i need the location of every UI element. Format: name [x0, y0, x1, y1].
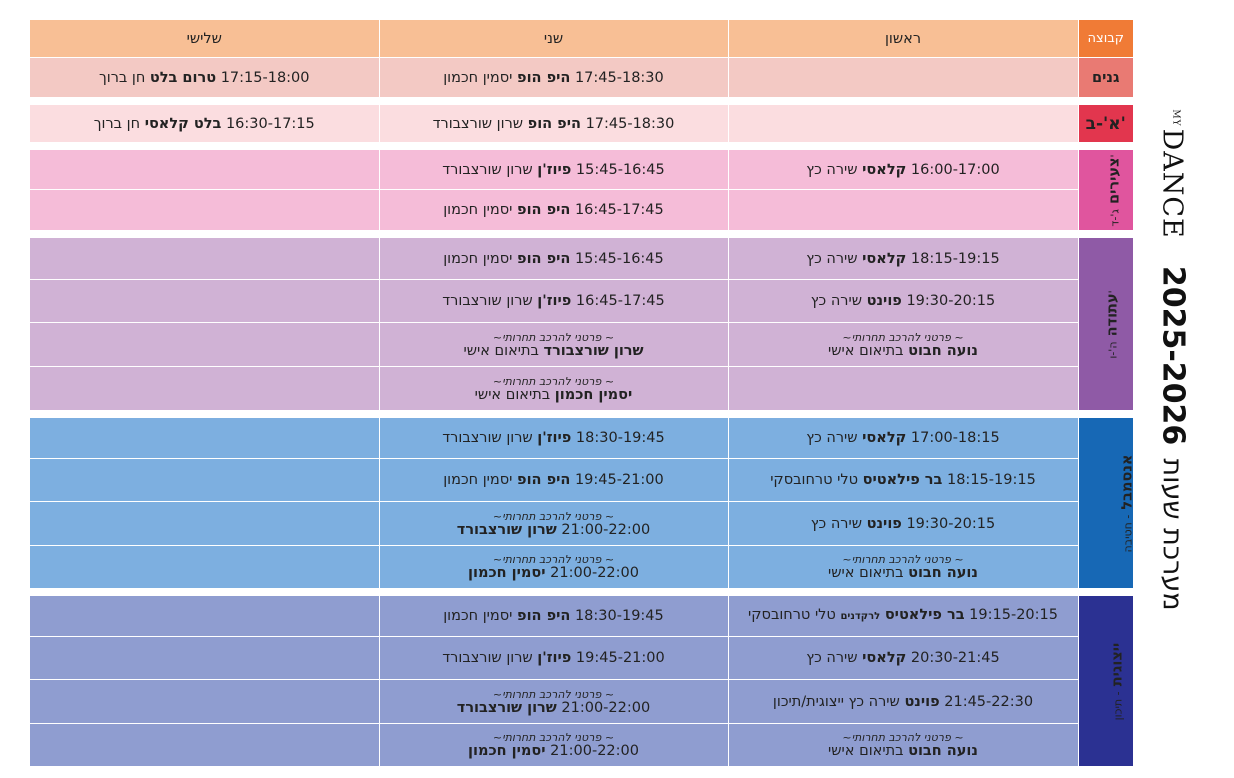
row-ensemble-1 — [30, 418, 1133, 459]
row-atuda-3 — [30, 323, 1133, 367]
row-ensemble-2 — [30, 459, 1133, 502]
row-ensemble-4 — [30, 546, 1133, 589]
ab-tuesday-cell: 16:30-17:15 בלט קלאסי חן ברוך — [30, 105, 379, 143]
atuda-1-tuesday-cell — [30, 238, 379, 280]
yetzugit-3-tuesday-cell — [30, 680, 379, 724]
ensemble-4-monday-cell: ~ פרטני להרכב תחרותי~ 21:00-22:00 יסמין חכמון — [379, 546, 728, 589]
row-atuda-1 — [30, 238, 1133, 280]
yetzugit-2-monday-cell: 19:45-21:00 פיוז'ן שרון שורצבורד — [379, 637, 728, 680]
yetzugit-4-monday-cell: ~ פרטני להרכב תחרותי~ 21:00-22:00 יסמין חכמון — [379, 724, 728, 767]
row-atuda-4 — [30, 367, 1133, 411]
group-label-tzeirim: צעירים ג'-ד' — [1078, 150, 1133, 231]
ganim-monday-cell: 17:45-18:30 היפ הופ יסמין חכמון — [379, 58, 728, 98]
ganim-tuesday-cell: 17:15-18:00 טרום בלט חן ברוך — [30, 58, 379, 98]
atuda-3-tuesday-cell — [30, 323, 379, 367]
row-ensemble-3 — [30, 502, 1133, 546]
group-label-ab: א'-ב' — [1078, 105, 1133, 143]
row-tzeirim-2 — [30, 190, 1133, 231]
atuda-1-sunday-cell: 18:15-19:15 קלאסי שירה כץ — [728, 238, 1078, 280]
atuda-2-sunday-cell: 19:30-20:15 פוינט שירה כץ — [728, 280, 1078, 323]
atuda-2-tuesday-cell — [30, 280, 379, 323]
ab-sunday-cell — [728, 105, 1078, 143]
yetzugit-1-monday-cell: 18:30-19:45 היפ הופ יסמין חכמון — [379, 596, 728, 637]
ensemble-1-tuesday-cell — [30, 418, 379, 459]
atuda-4-monday-cell: ~ פרטני להרכב תחרותי~ יסמין חכמון בתיאום אישי — [379, 367, 728, 411]
group-label-ensemble: אנסמבל - חטיבה — [1078, 418, 1133, 589]
header-monday: שני — [379, 20, 728, 58]
header-row — [30, 20, 1133, 58]
ensemble-4-tuesday-cell — [30, 546, 379, 589]
row-yetzugit-4 — [30, 724, 1133, 767]
group-label-yetzugit: ייצוגית - תיכון — [1078, 596, 1133, 767]
atuda-4-tuesday-cell — [30, 367, 379, 411]
row-yetzugit-3 — [30, 680, 1133, 724]
schedule-title: מערכת שעות — [1156, 458, 1188, 611]
ensemble-3-monday-cell: ~ פרטני להרכב תחרותי~ 21:00-22:00 שרון שורצבורד — [379, 502, 728, 546]
row-tzeirim-1 — [30, 150, 1133, 190]
row-atuda-2 — [30, 280, 1133, 323]
tzeirim-1-sunday-cell: 16:00-17:00 קלאסי שירה כץ — [728, 150, 1078, 190]
ensemble-2-tuesday-cell — [30, 459, 379, 502]
ensemble-1-monday-cell: 18:30-19:45 פיוז'ן שרון שורצבורד — [379, 418, 728, 459]
tzeirim-2-monday-cell: 16:45-17:45 היפ הופ יסמין חכמון — [379, 190, 728, 231]
ganim-sunday-cell — [728, 58, 1078, 98]
header-group: קבוצה — [1078, 20, 1133, 58]
ensemble-2-sunday-cell: 18:15-19:15 בר פילאטיס טלי טרחובסקי — [728, 459, 1078, 502]
group-label-ganim: גנים — [1078, 58, 1133, 98]
atuda-1-monday-cell: 15:45-16:45 היפ הופ יסמין חכמון — [379, 238, 728, 280]
yetzugit-4-sunday-cell: ~ פרטני להרכב תחרותי~ נועה חבוט בתיאום אישי — [728, 724, 1078, 767]
schedule-table — [30, 20, 1134, 767]
group-label-atuda: עתודה ה'-ו' — [1078, 238, 1133, 411]
atuda-3-monday-cell: ~ פרטני להרכב תחרותי~ שרון שורצבורד בתיאום אישי — [379, 323, 728, 367]
side-title — [1148, 100, 1198, 620]
yetzugit-1-tuesday-cell — [30, 596, 379, 637]
yetzugit-3-sunday-cell: 21:45-22:30 פוינט שירה כץ ייצוגית/תיכון — [728, 680, 1078, 724]
atuda-3-sunday-cell: ~ פרטני להרכב תחרותי~ נועה חבוט בתיאום אישי — [728, 323, 1078, 367]
ensemble-1-sunday-cell: 17:00-18:15 קלאסי שירה כץ — [728, 418, 1078, 459]
tzeirim-1-monday-cell: 15:45-16:45 פיוז'ן שרון שורצבורד — [379, 150, 728, 190]
row-ab — [30, 105, 1133, 143]
atuda-4-sunday-cell — [728, 367, 1078, 411]
yetzugit-3-monday-cell: ~ פרטני להרכב תחרותי~ 21:00-22:00 שרון שורצבורד — [379, 680, 728, 724]
ensemble-3-sunday-cell: 19:30-20:15 פוינט שירה כץ — [728, 502, 1078, 546]
yetzugit-1-sunday-cell: 19:15-20:15 בר פילאטיס לרקדנים טלי טרחובסקי — [728, 596, 1078, 637]
yetzugit-2-sunday-cell: 20:30-21:45 קלאסי שירה כץ — [728, 637, 1078, 680]
ab-monday-cell: 17:45-18:30 היפ הופ שרון שורצבורד — [379, 105, 728, 143]
tzeirim-2-sunday-cell — [728, 190, 1078, 231]
ensemble-4-sunday-cell: ~ פרטני להרכב תחרותי~ נועה חבוט בתיאום אישי — [728, 546, 1078, 589]
row-yetzugit-2 — [30, 637, 1133, 680]
ensemble-3-tuesday-cell — [30, 502, 379, 546]
mydance-logo: $^{MY}$DANCE — [1156, 109, 1188, 239]
tzeirim-2-tuesday-cell — [30, 190, 379, 231]
tzeirim-1-tuesday-cell — [30, 150, 379, 190]
header-sunday: ראשון — [728, 20, 1078, 58]
atuda-2-monday-cell: 16:45-17:45 פיוז'ן שרון שורצבורד — [379, 280, 728, 323]
row-yetzugit-1 — [30, 596, 1133, 637]
row-ganim — [30, 58, 1133, 98]
header-tuesday: שלישי — [30, 20, 379, 58]
ensemble-2-monday-cell: 19:45-21:00 היפ הופ יסמין חכמון — [379, 459, 728, 502]
yetzugit-2-tuesday-cell — [30, 637, 379, 680]
yetzugit-4-tuesday-cell — [30, 724, 379, 767]
schedule-year: 2025-2026 — [1155, 265, 1191, 446]
